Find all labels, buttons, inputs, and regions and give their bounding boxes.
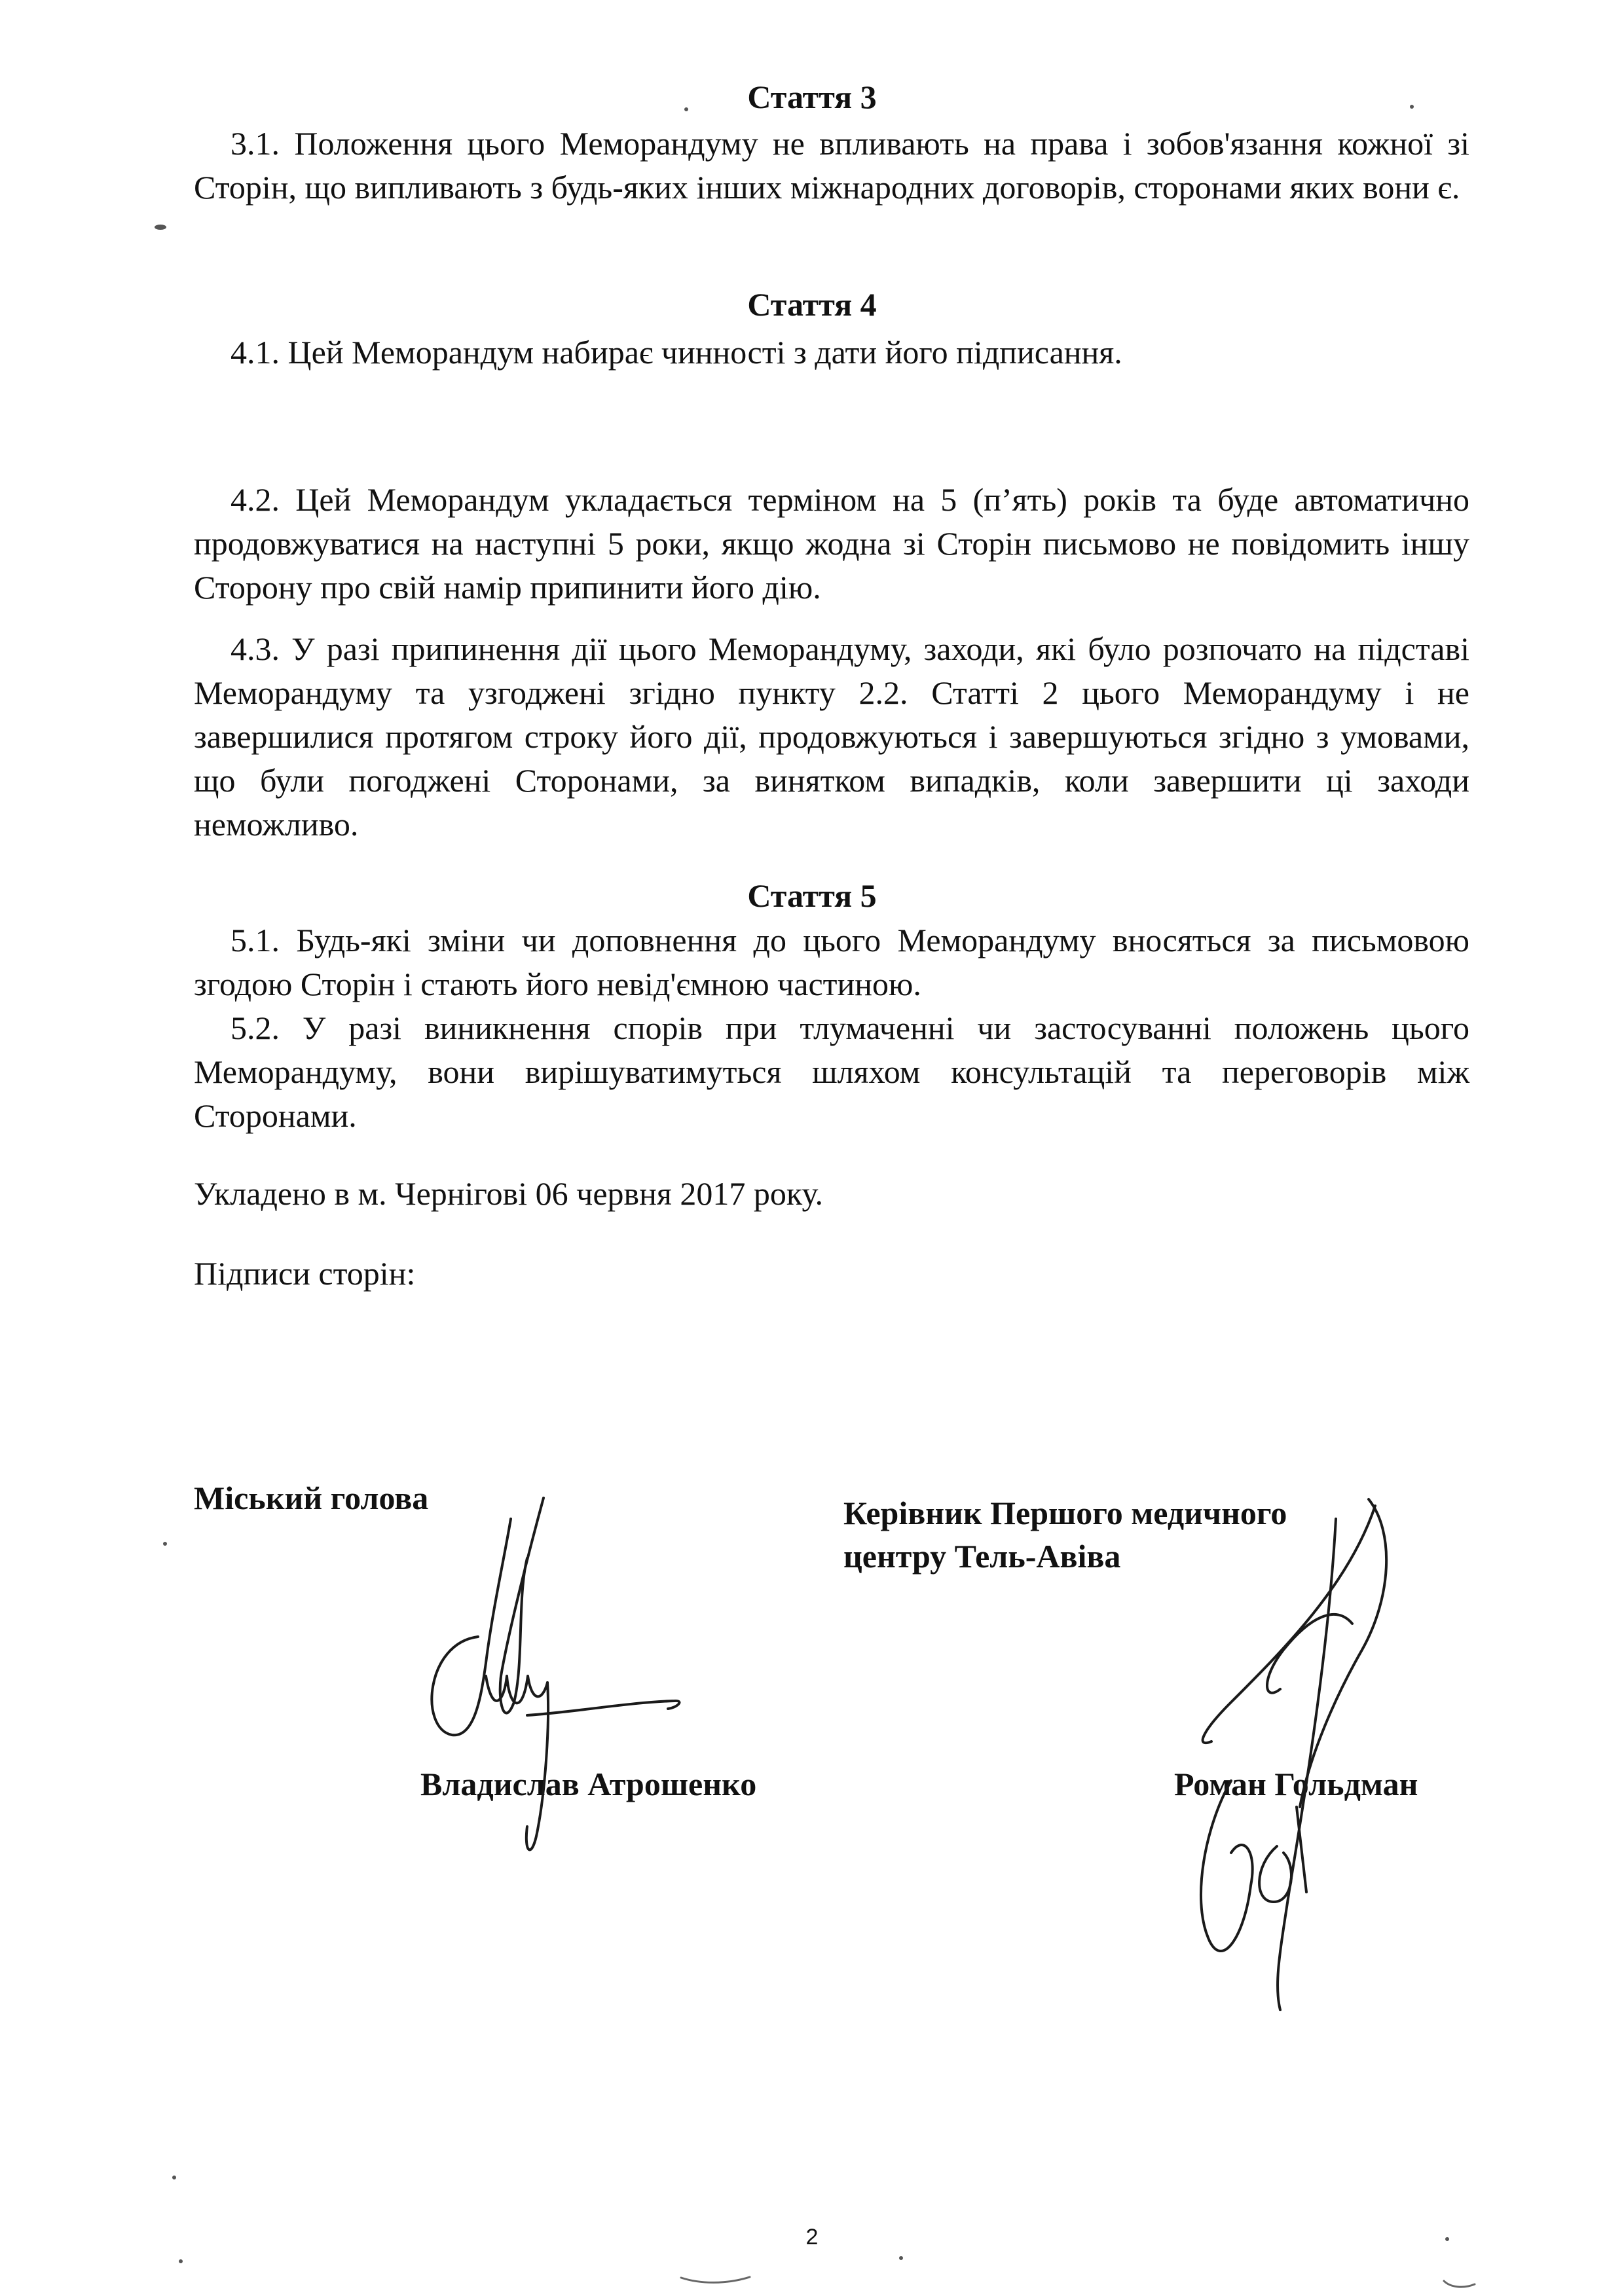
signature-right-icon — [1201, 1499, 1386, 2010]
concluded-place-date: Укладено в м. Чернігові 06 червня 2017 року. — [194, 1175, 823, 1212]
signatory-right-title-line2: центру Тель-Авіва — [843, 1538, 1121, 1575]
scan-edge-marks-icon — [681, 2277, 1475, 2287]
article-3-heading: Стаття 3 — [747, 79, 877, 115]
signatory-right-title-line1: Керівник Першого медичного — [843, 1495, 1287, 1531]
signatory-right-name: Роман Гольдман — [1174, 1766, 1418, 1802]
paragraph-4-1: 4.1. Цей Меморандум набирає чинності з дати його підписання. — [231, 334, 1122, 371]
page-number: 2 — [805, 2225, 819, 2250]
paragraph-5-1: 5.1. Будь-які зміни чи доповнення до цього Меморандуму вносяться за письмовою згодою Сторін і стають його невід'ємною частиною. — [194, 922, 1469, 1002]
article-4-heading: Стаття 4 — [747, 286, 877, 323]
paragraph-4-3: 4.3. У разі припинення дії цього Меморандуму, заходи, які було розпочато на підставі Меморандуму та узгоджені згідно пункту 2.2. Статті 2 цього Меморандуму і не завершилися протягом строку його дії, продовжуються і завершуються згідно з умовами, що були погоджені Сторонами, за винятком випадків, коли завершити ці заходи неможливо. — [194, 630, 1469, 843]
signatory-left-name: Владислав Атрошенко — [420, 1766, 757, 1802]
paragraph-3-1: 3.1. Положення цього Меморандуму не впливають на права і зобов'язання кожної зі Сторін, що випливають з будь-яких інших міжнародних договорів, сторонами яких вони є. — [194, 125, 1469, 206]
article-5-heading: Стаття 5 — [747, 877, 877, 914]
paragraph-4-2: 4.2. Цей Меморандум укладається терміном на 5 (п’ять) років та буде автоматично продовжуватися на наступні 5 роки, якщо жодна зі Сторін письмово не повідомить іншу Сторону про свій намір припинити його дію. — [194, 481, 1469, 606]
signatory-left-title: Міський голова — [194, 1480, 429, 1516]
paragraph-5-2: 5.2. У разі виникнення спорів при тлумаченні чи застосуванні положень цього Меморандуму, вони вирішуватимуться шляхом консультацій та переговорів між Сторонами. — [194, 1010, 1469, 1134]
signatures-label: Підписи сторін: — [194, 1255, 416, 1292]
